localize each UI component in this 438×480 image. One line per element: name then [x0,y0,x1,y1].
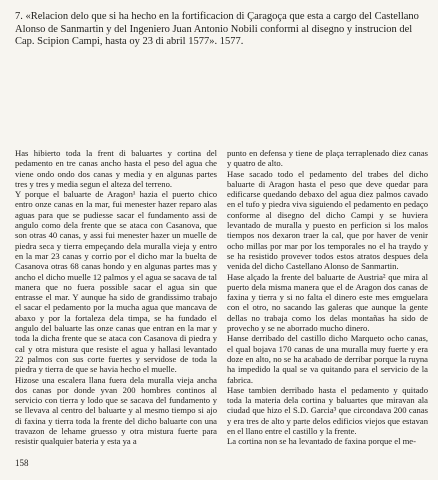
paragraph: Y porque el baluarte de Aragon¹ hazia el puerto chico entro onze canas en la mar, fui menester hazer reparo alas aguas para que se pudiesse sacar el fundamento assi de angulo como dela frente que se ataca con Casanova, que son otras 40 canas, y assi fui menester hazer un muelle de piedra seca y tierra empeçando dela muralla vieja y entro en la mar 23 canas y corrio por el dicho mar la buelta de Casanova otras 68 canas hondo y en algunas partes mas y ancho el dicho muelle 12 palmos y el agua se sacava de tal manera que no fuera possible sacar el agua sin que entrasse el mar. Y aunque ha sido de grandissimo trabajo el sacar el pedamento por la mucha agua que mancava de abaxo y por la fortaleza dela timpa, se ha fundado el angulo del baluarte las onze canas que entran en la mar y toda la dicha frente que se ataca con Casanova di piedra y cal y otra mistura que resiste el agua y hallasi levantado 22 palmos con sus corte fuertes y servidose de toda la piedra y tierra de que se havia hecho el muelle. [15,189,217,375]
paragraph: Hase alçado la frente del baluarte de Austria² que mira al puerto dela misma manera que el de Aragon dos canas de faxina y tierra y si no falta el dinero este mes emguelara con el otro, no sacando las galeras que aunque la gente dellas no trabaja como los delas montañas ha sido de provecho y se ne aborrado mucho dinero. [227,271,428,334]
page-number: 158 [15,458,29,468]
paragraph: La cortina non se ha levantado de faxina porque el me- [227,436,416,447]
paragraph: Hizose una escalera llana fuera dela muralla vieja ancha dos canas por donde yvan 200 hombres continos al servicio con tierra y lodo que se sacava del fundamento y se llevava al centro del baluarte y al mesmo tiempo si ajo di faxina y tierra toda la frente del dicho baluarte con una travazon de lehame gruesso y otra mistura fuerte para resistir qualquier bateria y esta ya a [15,374,217,447]
paragraph: Hanse derribado del castillo dicho Marqueto ocho canas, el qual bojava 170 canas de una muralla muy fuerte y era doze en alto, no se ha acabado de derribar porque la ruyna ha impedido la qual se va quitando para el servicio de la fabrica. [227,333,428,385]
right-column [227,148,428,447]
paragraph: Hase sacado todo el pedamento del trabes del dicho baluarte di Aragon hasta el peso que deve quedar para edificarse quedando debaxo del agua diez palmos cavado en el tufo y piedra viva siguiendo el pedamento en pedaço conforme al disegno del dicho Campi y se huviera levantado de muralla y puesto en perficion si los malos tiempos nos dexaron traer la cal, que por haver de venir ocho millas por mar por los temporales no el ha traydo y se ha resistido provever todos estos atratos despues dela venida del dicho Castellano Alonso de Sanmartin. [227,168,428,272]
left-column [15,148,217,447]
document-heading: 7. «Relacion delo que si ha hecho en la fortificacion di Çaragoça que esta a cargo del Castellano Alonso de Sanmartin y del Ingeniero Juan Antonio Nobili conformi al disegno y instrucion del Cap. Scipion Campi, hasta oy 23 di abril 1577». 1577. [15,11,419,47]
paragraph: Hase tambien derribado hasta el pedamento y quitado toda la materia dela cortina y baluartes que miravan ala ciudad que hizo el S.D. Garcia³ que circondava 200 canas y era tres de alto y parte delos edificios viejos que estavan en el llano entre el castillo y la frente. [227,384,428,437]
paragraph: punto en defensa y tiene de plaça terraplenado diez canas y quatro de alto. [227,148,428,169]
paragraph: Has hibierto toda la frent di baluartes y cortina del pedamento en tre canas ancho hasta el peso del agua che viene ondo ondo dos canas y media y en algunas partes tres y tres y media segun el alteza del terreno. [15,148,217,189]
